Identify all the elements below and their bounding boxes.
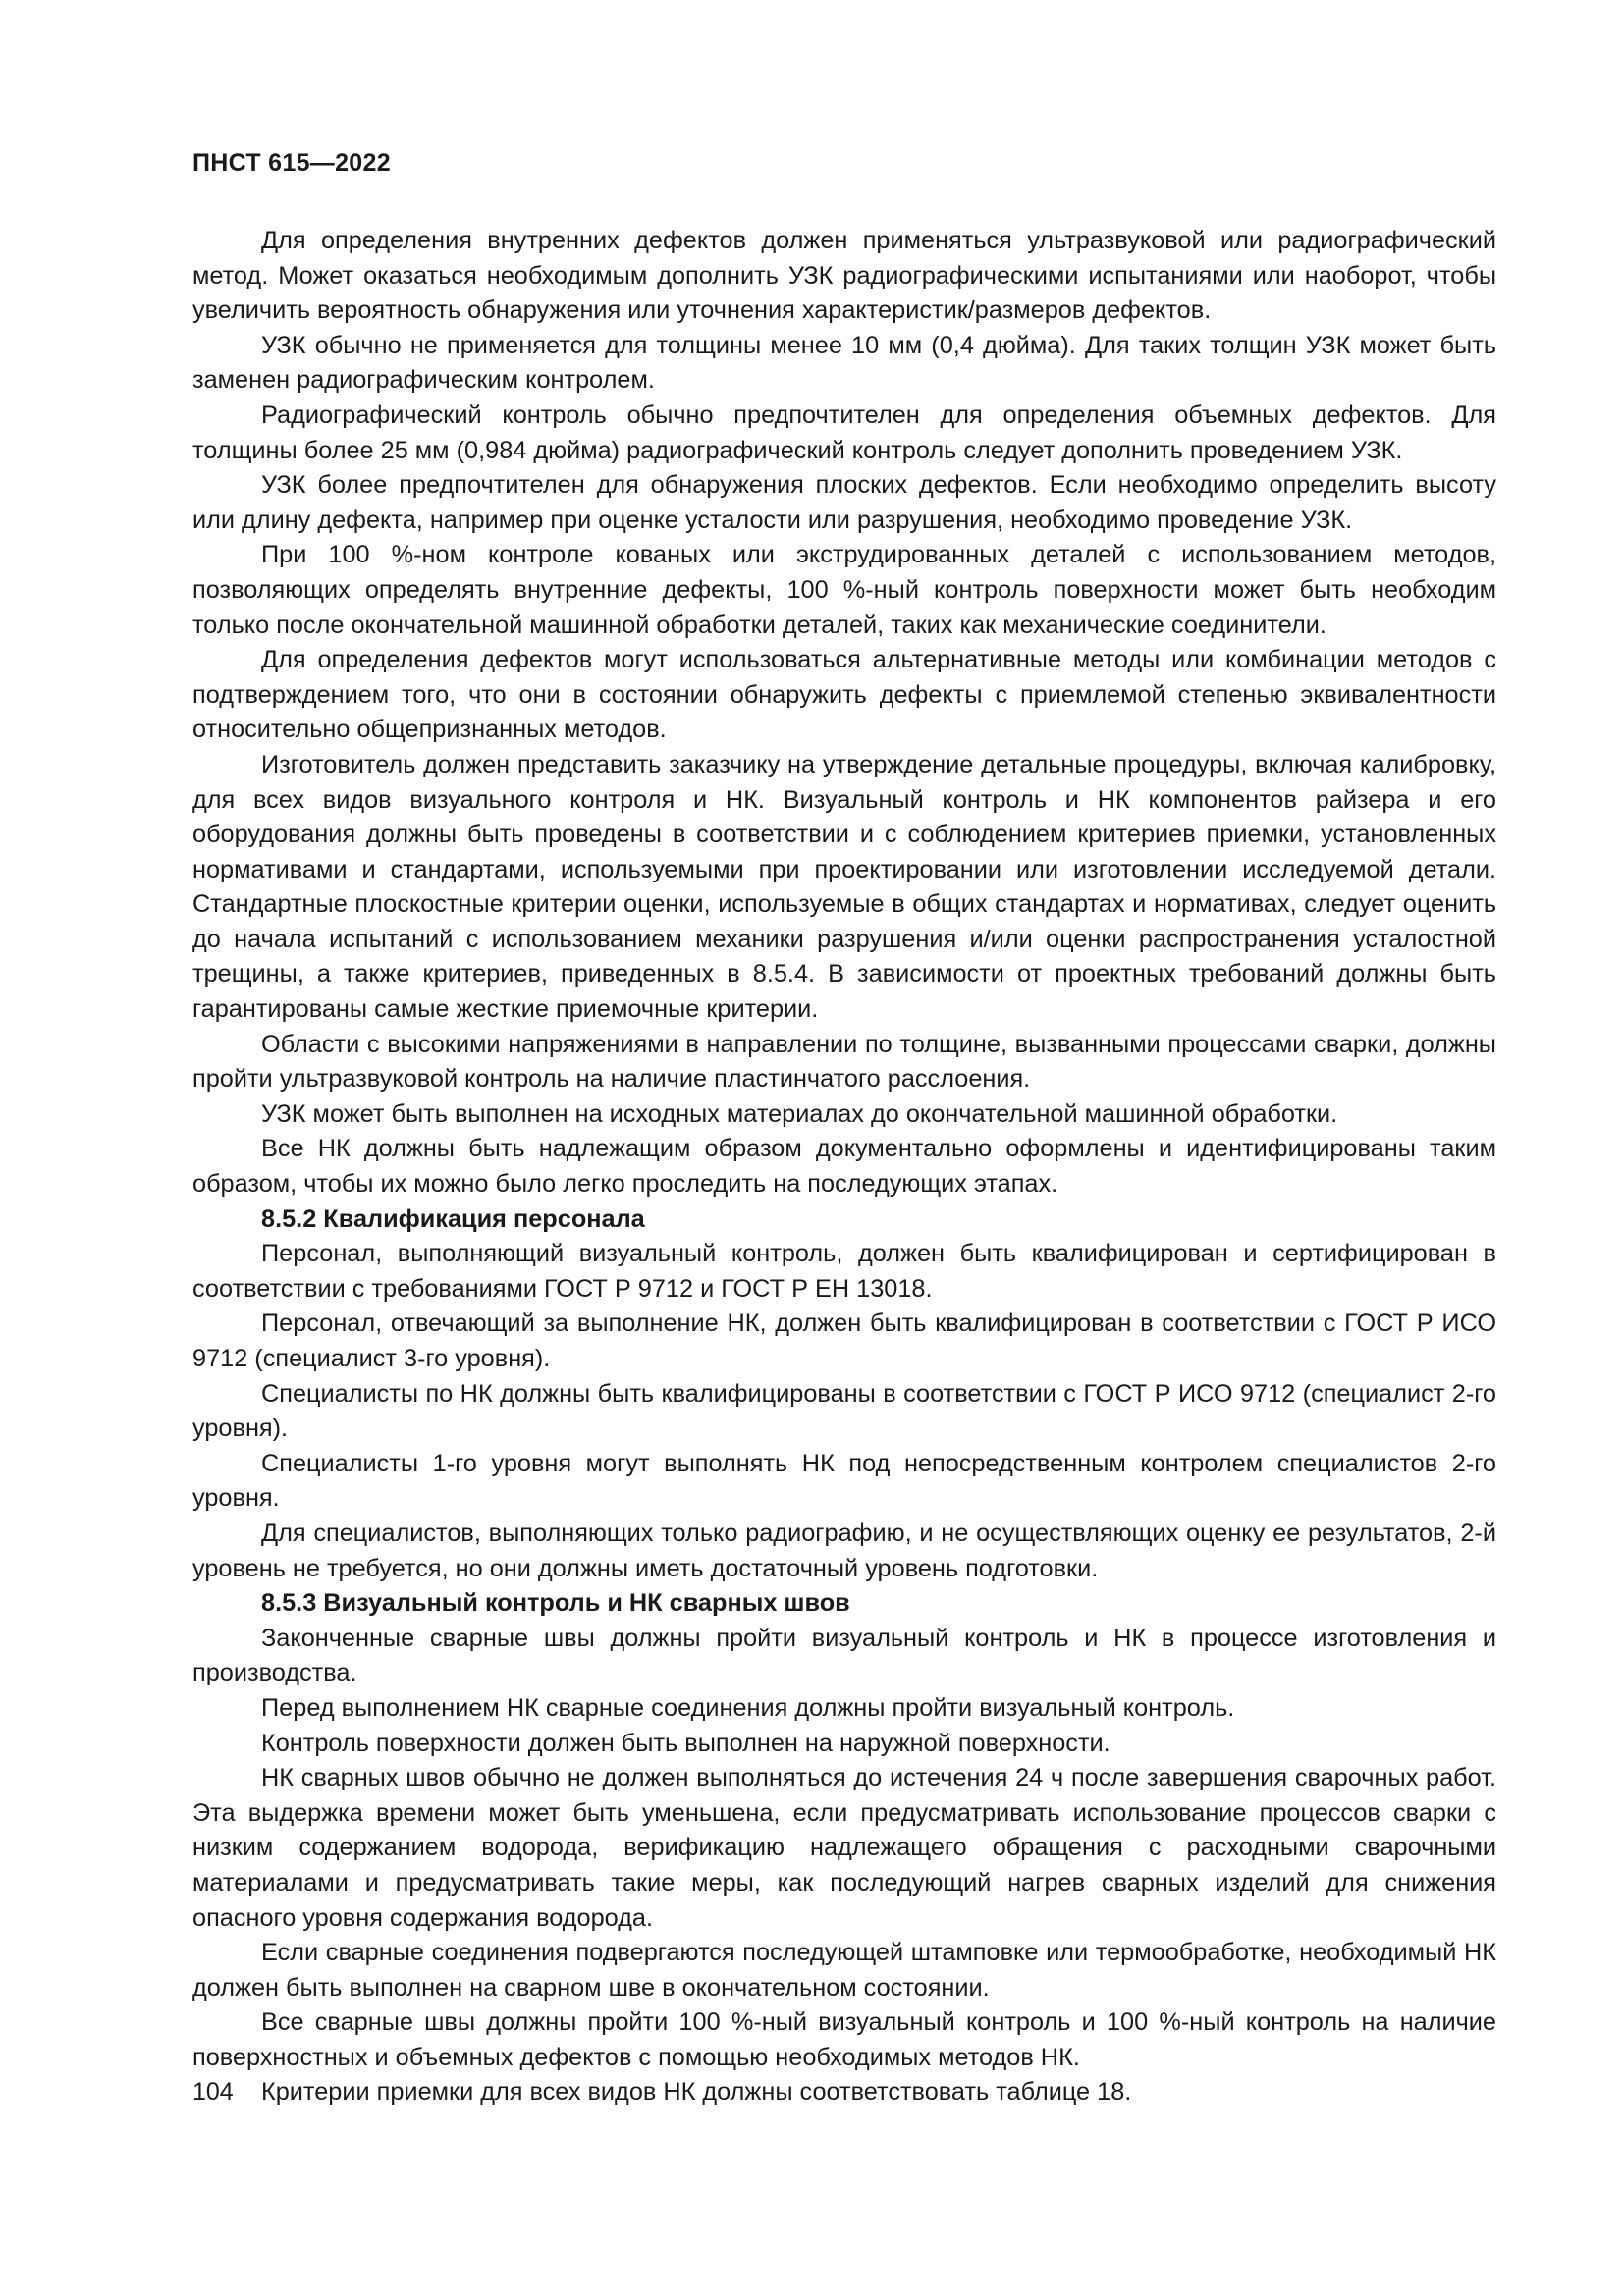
body-paragraph: Для определения внутренних дефектов должен применяться ультразвуковой или радиографический метод. Может оказаться необходимым дополнить УЗК радиографическими испытаниями или наоборот, чтобы увеличить вероятность обнаружения или уточнения характеристик/размеров дефектов.: [192, 227, 1496, 325]
body-paragraph: Изготовитель должен представить заказчику на утверждение детальные процедуры, включая калибровку, для всех видов визуального контроля и НК. Визуальный контроль и НК компонентов райзера и его оборудования должны быть проведены в соответствии и с соблюдением критериев приемки, установленных нормативами и стандартами, используемыми при проектировании или изготовлении исследуемой детали. Стандартные плоскостные критерии оценки, используемые в общих стандартах и нормативах, следует оценить до начала испытаний с использованием механики разрушения и/или оценки распространения усталостной трещины, а также критериев, приведенных в 8.5.4. В зависимости от проектных требований должны быть гарантированы самые жесткие приемочные критерии.: [192, 750, 1496, 1024]
body-paragraph: Персонал, выполняющий визуальный контроль, должен быть квалифицирован и сертифицирован в соответствии с требованиями ГОСТ Р 9712 и ГОСТ Р ЕН 13018.: [192, 1240, 1496, 1303]
body-paragraph: Радиографический контроль обычно предпочтителен для определения объемных дефектов. Для толщины более 25 мм (0,984 дюйма) радиографический контроль следует дополнить проведением УЗК.: [192, 400, 1496, 464]
body-paragraph: Области с высокими напряжениями в направлении по толщине, вызванными процессами сварки, должны пройти ультразвуковой контроль на наличие пластинчатого расслоения.: [192, 1030, 1496, 1094]
body-paragraph: Критерии приемки для всех видов НК должны соответствовать таблице 18.: [261, 2078, 1132, 2107]
body-paragraph: При 100 %-ном контроле кованых или экструдированных деталей с использованием методов, позволяющих определять внутренние дефекты, 100 %-ный контроль поверхности может быть необходим только после окончательной машинной обработки деталей, таких как механические соединители.: [192, 541, 1496, 639]
page-number: 104: [192, 2078, 234, 2106]
body-paragraph: Специалисты 1-го уровня могут выполнять НК под непосредственным контролем специалистов 2-го уровня.: [192, 1449, 1496, 1513]
body-paragraph: Если сварные соединения подвергаются последующей штамповке или термообработке, необходимый НК должен быть выполнен на сварном шве в окончательном состоянии.: [192, 1939, 1496, 2002]
body-paragraph: Законченные сварные швы должны пройти визуальный контроль и НК в процессе изготовления и производства.: [192, 1624, 1496, 1687]
body-paragraph: Перед выполнением НК сварные соединения должны пройти визуальный контроль.: [261, 1693, 1235, 1722]
document-body: [192, 224, 1496, 2110]
body-paragraph: Для специалистов, выполняющих только радиографию, и не осуществляющих оценку ее результатов, 2-й уровень не требуется, но они должны иметь достаточный уровень подготовки.: [192, 1519, 1496, 1582]
document-id-header: ПНСТ 615—2022: [192, 149, 391, 177]
section-heading-8-5-2: 8.5.2 Квалификация персонала: [261, 1204, 645, 1233]
body-paragraph: НК сварных швов обычно не должен выполняться до истечения 24 ч после завершения сварочных работ. Эта выдержка времени может быть уменьшена, если предусматривать использование процессов сварки с низким содержанием водорода, верификацию надлежащего обращения с расходными сварочными материалами и предусматривать такие меры, как последующий нагрев сварных изделий для снижения опасного уровня содержания водорода.: [192, 1764, 1496, 1932]
body-paragraph: УЗК может быть выполнен на исходных материалах до окончательной машинной обработки.: [261, 1099, 1338, 1128]
body-paragraph: Для определения дефектов могут использоваться альтернативные методы или комбинации методов с подтверждением того, что они в состоянии обнаружить дефекты с приемлемой степенью эквивалентности относительно общепризнанных методов.: [192, 646, 1496, 744]
body-paragraph: Специалисты по НК должны быть квалифицированы в соответствии с ГОСТ Р ИСО 9712 (специалист 2-го уровня).: [192, 1379, 1496, 1443]
body-paragraph: УЗК обычно не применяется для толщины менее 10 мм (0,4 дюйма). Для таких толщин УЗК может быть заменен радиографическим контролем.: [192, 331, 1496, 395]
body-paragraph: УЗК более предпочтителен для обнаружения плоских дефектов. Если необходимо определить высоту или длину дефекта, например при оценке усталости или разрушения, необходимо проведение УЗК.: [192, 471, 1496, 534]
body-paragraph: Контроль поверхности должен быть выполнен на наружной поверхности.: [261, 1729, 1110, 1757]
body-paragraph: Все сварные швы должны пройти 100 %-ный визуальный контроль и 100 %-ный контроль на наличие поверхностных и объемных дефектов с помощью необходимых методов НК.: [192, 2008, 1496, 2071]
body-paragraph: Персонал, отвечающий за выполнение НК, должен быть квалифицирован в соответствии с ГОСТ Р ИСО 9712 (специалист 3-го уровня).: [192, 1309, 1496, 1372]
section-heading-8-5-3: 8.5.3 Визуальный контроль и НК сварных швов: [261, 1589, 850, 1618]
body-paragraph: Все НК должны быть надлежащим образом документально оформлены и идентифицированы таким образом, чтобы их можно было легко проследить на последующих этапах.: [192, 1135, 1496, 1199]
